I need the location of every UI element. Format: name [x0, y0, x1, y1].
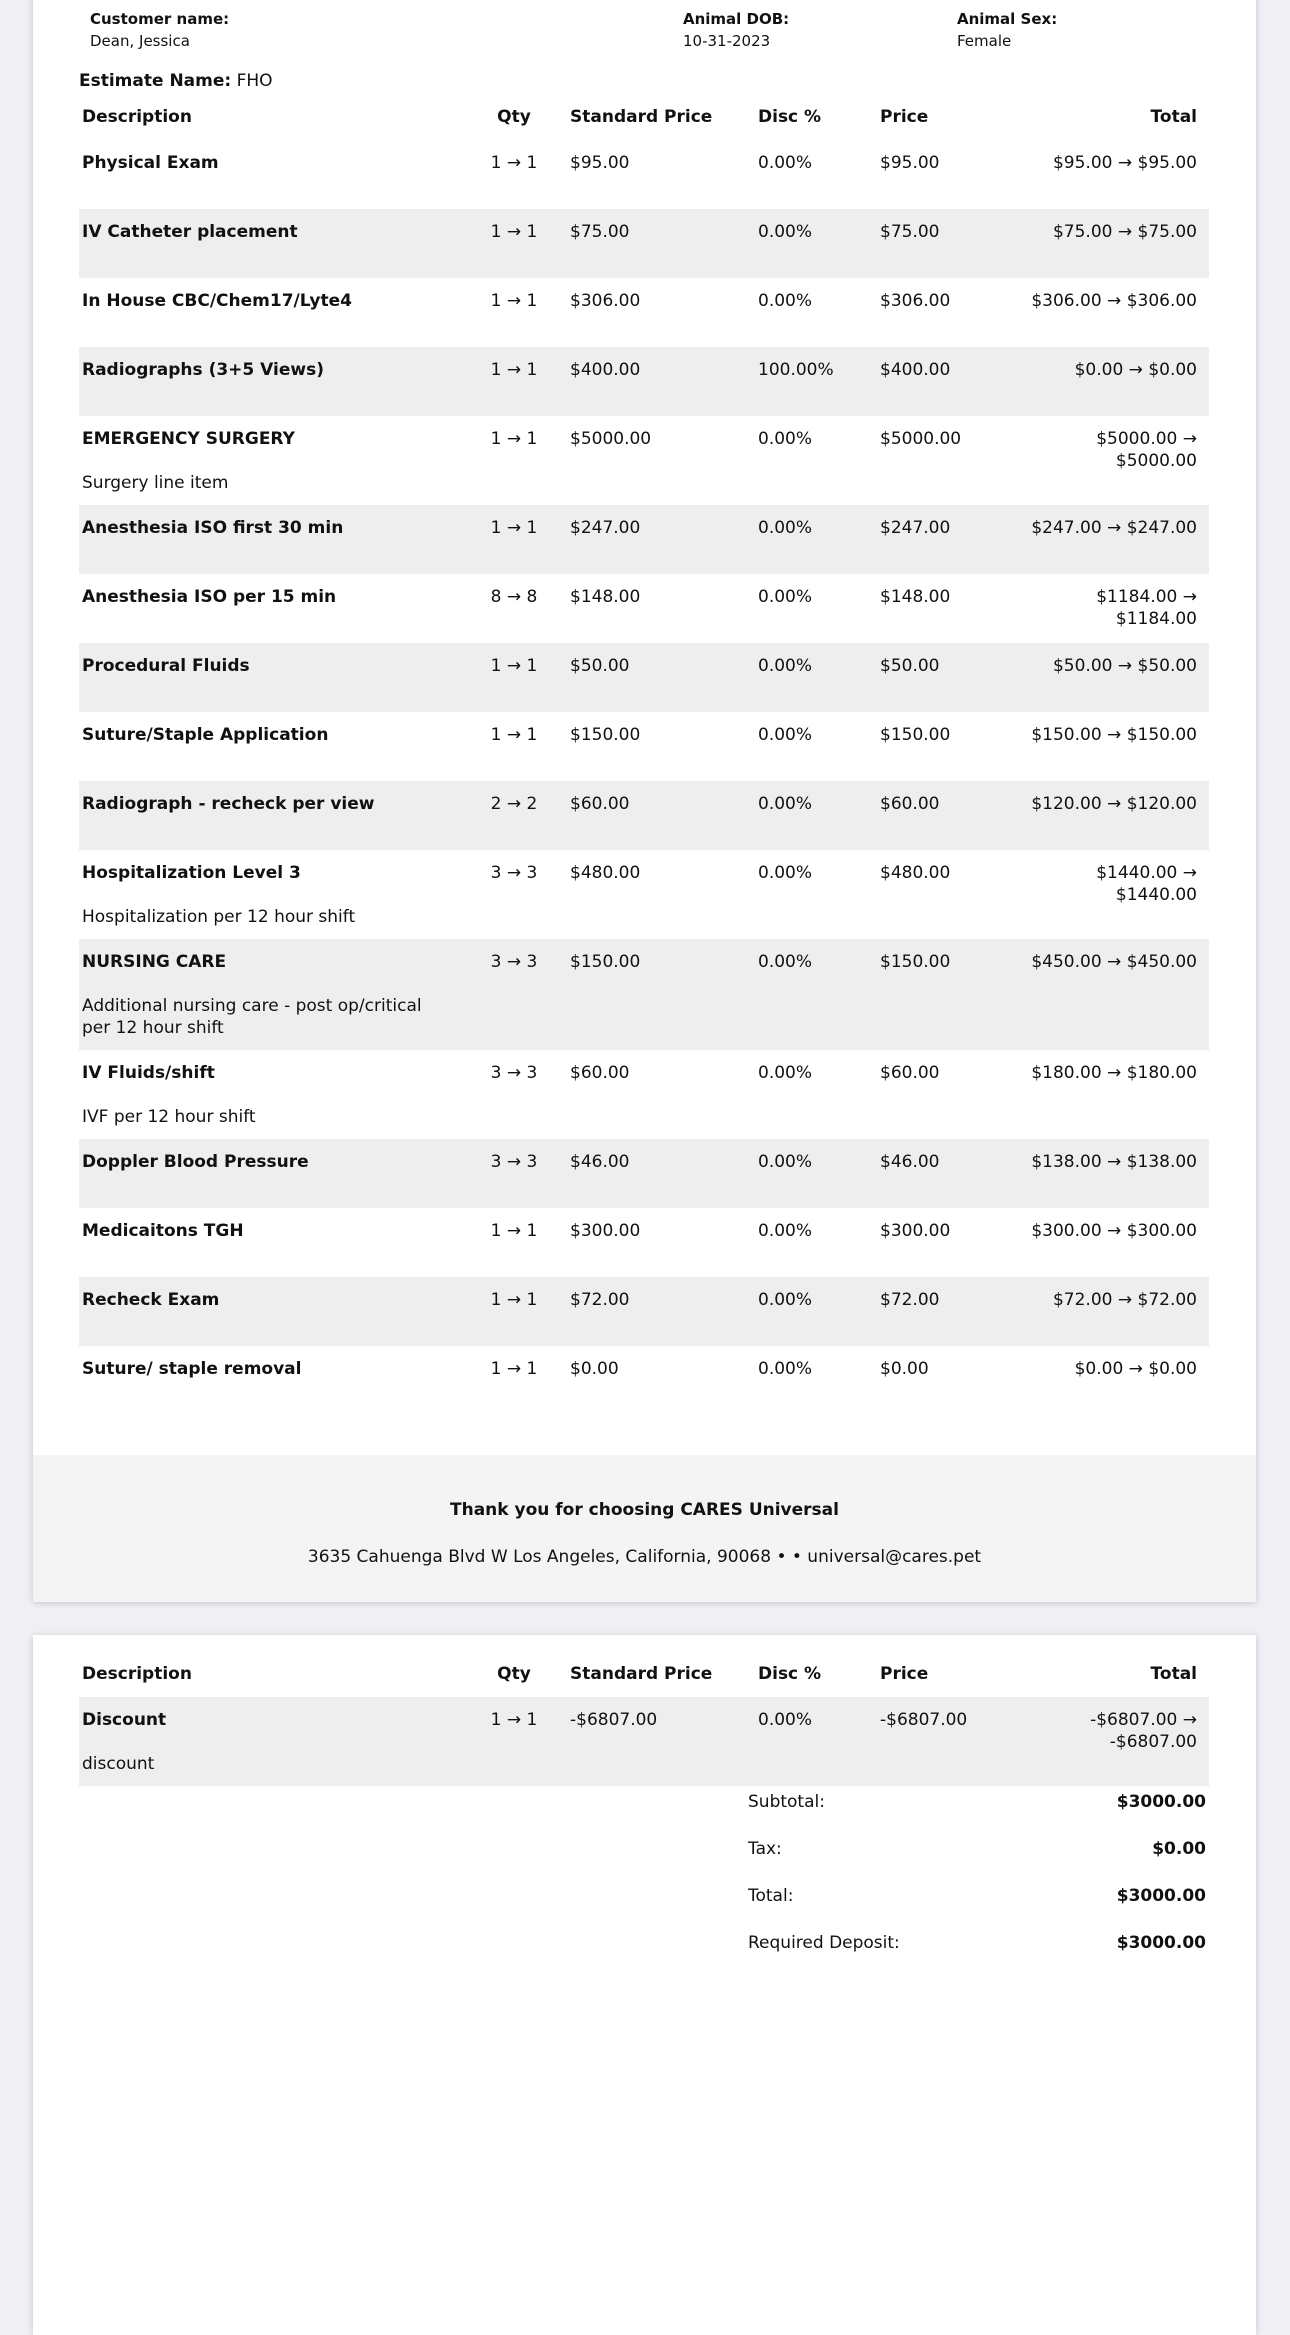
item-qty: 1 → 1 — [461, 643, 567, 712]
table-row — [79, 347, 1209, 416]
item-price: $247.00 — [877, 505, 1015, 574]
item-price: $150.00 — [877, 939, 1015, 1050]
item-standard-price: $150.00 — [567, 939, 755, 1050]
item-description — [79, 347, 461, 416]
item-price: $5000.00 — [880, 429, 962, 449]
estimate-page-1 — [33, 0, 1256, 1602]
item-price: $148.00 — [880, 587, 951, 607]
item-qty: 1 → 1 — [490, 429, 538, 449]
item-disc: 100.00% — [755, 347, 877, 416]
item-total: $72.00 → $72.00 — [1015, 1277, 1209, 1346]
item-qty: 1 → 1 — [461, 209, 567, 278]
item-description — [79, 1697, 461, 1786]
item-price: $150.00 — [880, 725, 951, 745]
item-total: $150.00 → $150.00 — [1031, 725, 1197, 745]
item-disc: 0.00% — [758, 153, 813, 173]
item-price: $480.00 — [880, 863, 951, 883]
tax-value: $0.00 — [1152, 1839, 1206, 1859]
total-value: $3000.00 — [1116, 1886, 1206, 1906]
item-disc: 0.00% — [755, 1697, 877, 1786]
estimate-page-2 — [33, 1635, 1256, 2335]
customer-name-block — [90, 8, 229, 52]
table-row — [79, 1050, 1209, 1139]
table-row — [79, 643, 1209, 712]
item-name: Radiographs (3+5 Views) — [82, 360, 324, 380]
header-disc: Disc % — [758, 107, 822, 127]
item-standard-price: $400.00 — [567, 347, 755, 416]
item-description — [79, 1346, 461, 1415]
footer-band — [33, 1455, 1256, 1602]
item-qty: 3 → 3 — [490, 863, 538, 883]
item-description — [79, 140, 461, 209]
item-disc: 0.00% — [758, 587, 813, 607]
item-name: In House CBC/Chem17/Lyte4 — [82, 291, 352, 311]
item-total: $0.00 → $0.00 — [1074, 1359, 1197, 1379]
item-total: $450.00 → $450.00 — [1015, 939, 1209, 1050]
estimate-name — [79, 69, 273, 93]
item-qty: 3 → 3 — [461, 1139, 567, 1208]
table-row — [79, 939, 1209, 1050]
item-total: $0.00 → $0.00 — [1015, 347, 1209, 416]
item-total: $1184.00 → $1184.00 — [1096, 587, 1197, 629]
header-total: Total — [1150, 107, 1197, 127]
header-price: Price — [880, 1664, 929, 1684]
item-note: discount — [82, 1754, 155, 1774]
item-standard-price: $95.00 — [570, 153, 630, 173]
item-price: $75.00 — [877, 209, 1015, 278]
table-row — [79, 1277, 1209, 1346]
item-qty: 1 → 1 — [490, 1221, 538, 1241]
item-price: -$6807.00 — [877, 1697, 1015, 1786]
item-name: NURSING CARE — [82, 952, 227, 972]
item-price: $60.00 — [877, 781, 1015, 850]
item-total: $300.00 → $300.00 — [1031, 1221, 1197, 1241]
customer-name-label: Customer name: — [90, 10, 230, 28]
item-standard-price: $60.00 — [570, 1063, 630, 1083]
item-name: Recheck Exam — [82, 1290, 220, 1310]
table-row — [79, 850, 1209, 939]
item-qty: 1 → 1 — [490, 1359, 538, 1379]
item-note: Surgery line item — [82, 473, 229, 493]
item-disc: 0.00% — [755, 1277, 877, 1346]
item-description — [79, 1277, 461, 1346]
item-qty: 3 → 3 — [490, 1063, 538, 1083]
item-qty: 1 → 1 — [490, 153, 538, 173]
item-price: $0.00 — [880, 1359, 929, 1379]
item-standard-price: $60.00 — [567, 781, 755, 850]
table-row — [79, 1346, 1209, 1415]
item-disc: 0.00% — [755, 209, 877, 278]
animal-dob-label: Animal DOB: — [683, 10, 790, 28]
item-name: Hospitalization Level 3 — [82, 863, 301, 883]
header-total: Total — [1150, 1664, 1197, 1684]
deposit-label: Required Deposit: — [748, 1933, 900, 1953]
item-price: $400.00 — [877, 347, 1015, 416]
item-total: $75.00 → $75.00 — [1015, 209, 1209, 278]
item-name: Anesthesia ISO first 30 min — [82, 518, 344, 538]
item-total: $180.00 → $180.00 — [1031, 1063, 1197, 1083]
table-row — [79, 140, 1209, 209]
item-description — [79, 712, 461, 781]
item-disc: 0.00% — [758, 1063, 813, 1083]
item-price: $60.00 — [880, 1063, 940, 1083]
item-description — [79, 209, 461, 278]
item-standard-price: $148.00 — [570, 587, 641, 607]
table-row — [79, 416, 1209, 505]
item-standard-price: $0.00 — [570, 1359, 619, 1379]
item-total: $138.00 → $138.00 — [1015, 1139, 1209, 1208]
item-qty: 1 → 1 — [461, 347, 567, 416]
item-disc: 0.00% — [755, 505, 877, 574]
item-name: EMERGENCY SURGERY — [82, 429, 295, 449]
item-description — [79, 939, 461, 1050]
item-disc: 0.00% — [758, 725, 813, 745]
item-total: $120.00 → $120.00 — [1015, 781, 1209, 850]
item-description — [79, 1208, 461, 1277]
item-description — [79, 1050, 461, 1139]
item-name: Anesthesia ISO per 15 min — [82, 587, 337, 607]
item-disc: 0.00% — [758, 291, 813, 311]
header-standard-price: Standard Price — [570, 107, 713, 127]
item-total: $1440.00 → $1440.00 — [1096, 863, 1197, 905]
table-row — [79, 209, 1209, 278]
item-qty: 1 → 1 — [461, 505, 567, 574]
item-qty: 1 → 1 — [461, 1277, 567, 1346]
item-standard-price: $247.00 — [567, 505, 755, 574]
table-row — [79, 574, 1209, 643]
header-standard-price: Standard Price — [570, 1664, 713, 1684]
item-note: IVF per 12 hour shift — [82, 1107, 256, 1127]
item-standard-price: $150.00 — [570, 725, 641, 745]
item-description — [79, 278, 461, 347]
estimate-name-label: Estimate Name: — [79, 71, 232, 91]
item-price: $46.00 — [877, 1139, 1015, 1208]
item-description — [79, 781, 461, 850]
animal-sex-label: Animal Sex: — [957, 10, 1058, 28]
item-price: $50.00 — [877, 643, 1015, 712]
item-price: $300.00 — [880, 1221, 951, 1241]
item-description — [79, 643, 461, 712]
item-note: Additional nursing care - post op/critical per 12 hour shift — [82, 996, 422, 1038]
item-name: Radiograph - recheck per view — [82, 794, 375, 814]
item-price: $306.00 — [880, 291, 951, 311]
item-disc: 0.00% — [755, 1139, 877, 1208]
table-row — [79, 1208, 1209, 1277]
item-total: -$6807.00 → -$6807.00 — [1015, 1697, 1209, 1786]
item-name: Suture/Staple Application — [82, 725, 329, 745]
item-qty: 1 → 1 — [490, 725, 538, 745]
table-row — [79, 505, 1209, 574]
animal-dob-value: 10-31-2023 — [683, 32, 771, 50]
item-standard-price: -$6807.00 — [567, 1697, 755, 1786]
estimate-name-value: FHO — [236, 71, 273, 91]
table-row — [79, 278, 1209, 347]
item-note: Hospitalization per 12 hour shift — [82, 907, 356, 927]
item-standard-price: $46.00 — [567, 1139, 755, 1208]
table-header-row — [79, 1651, 1209, 1697]
item-description — [79, 416, 461, 505]
item-description — [79, 850, 461, 939]
tax-row — [748, 1830, 1206, 1877]
item-total: $95.00 → $95.00 — [1052, 153, 1197, 173]
item-disc: 0.00% — [755, 781, 877, 850]
patient-info — [33, 8, 1256, 58]
item-qty: 3 → 3 — [461, 939, 567, 1050]
item-disc: 0.00% — [758, 1221, 813, 1241]
item-total: $50.00 → $50.00 — [1015, 643, 1209, 712]
item-total: $247.00 → $247.00 — [1015, 505, 1209, 574]
line-items-table-continued — [79, 1651, 1209, 1786]
deposit-row — [748, 1924, 1206, 1971]
subtotal-value: $3000.00 — [1116, 1792, 1206, 1812]
item-description — [79, 505, 461, 574]
item-standard-price: $5000.00 — [570, 429, 652, 449]
table-row — [79, 781, 1209, 850]
item-name: Medicaitons TGH — [82, 1221, 244, 1241]
item-name: Suture/ staple removal — [82, 1359, 302, 1379]
item-name: Procedural Fluids — [82, 656, 250, 676]
item-name: Doppler Blood Pressure — [82, 1152, 309, 1172]
header-qty: Qty — [497, 1664, 531, 1684]
item-disc: 0.00% — [755, 643, 877, 712]
table-row — [79, 1697, 1209, 1786]
tax-label: Tax: — [748, 1839, 782, 1859]
item-disc: 0.00% — [758, 429, 813, 449]
deposit-value: $3000.00 — [1116, 1933, 1206, 1953]
item-standard-price: $50.00 — [567, 643, 755, 712]
total-row — [748, 1877, 1206, 1924]
header-price: Price — [880, 107, 929, 127]
total-label: Total: — [748, 1886, 794, 1906]
header-description: Description — [82, 1664, 192, 1684]
item-standard-price: $75.00 — [567, 209, 755, 278]
table-row — [79, 712, 1209, 781]
table-row — [79, 1139, 1209, 1208]
totals-summary — [748, 1783, 1206, 1971]
item-description — [79, 574, 461, 643]
line-items-table — [79, 94, 1209, 1415]
footer-address: 3635 Cahuenga Blvd W Los Angeles, California, 90068 • • universal@cares.pet — [307, 1547, 982, 1567]
item-standard-price: $480.00 — [570, 863, 641, 883]
item-standard-price: $300.00 — [570, 1221, 641, 1241]
item-price: $72.00 — [877, 1277, 1015, 1346]
item-total: $306.00 → $306.00 — [1031, 291, 1197, 311]
item-qty: 2 → 2 — [461, 781, 567, 850]
item-total: $5000.00 → $5000.00 — [1096, 429, 1197, 471]
item-standard-price: $72.00 — [567, 1277, 755, 1346]
item-name: IV Catheter placement — [82, 222, 298, 242]
subtotal-label: Subtotal: — [748, 1792, 825, 1812]
animal-sex-block — [957, 8, 1057, 52]
table-header-row — [79, 94, 1209, 140]
item-qty: 1 → 1 — [461, 1697, 567, 1786]
item-description — [79, 1139, 461, 1208]
customer-name-value: Dean, Jessica — [90, 32, 190, 50]
item-disc: 0.00% — [758, 1359, 813, 1379]
item-name: Discount — [82, 1710, 167, 1730]
item-name: IV Fluids/shift — [82, 1063, 215, 1083]
item-disc: 0.00% — [755, 939, 877, 1050]
item-qty: 8 → 8 — [490, 587, 538, 607]
item-qty: 1 → 1 — [490, 291, 538, 311]
item-disc: 0.00% — [758, 863, 813, 883]
header-description: Description — [82, 107, 192, 127]
header-disc: Disc % — [758, 1664, 822, 1684]
animal-sex-value: Female — [957, 32, 1012, 50]
item-name: Physical Exam — [82, 153, 219, 173]
item-standard-price: $306.00 — [570, 291, 641, 311]
subtotal-row — [748, 1783, 1206, 1830]
footer-thanks: Thank you for choosing CARES Universal — [450, 1500, 839, 1520]
animal-dob-block — [683, 8, 789, 52]
header-qty: Qty — [497, 107, 531, 127]
item-price: $95.00 — [880, 153, 940, 173]
